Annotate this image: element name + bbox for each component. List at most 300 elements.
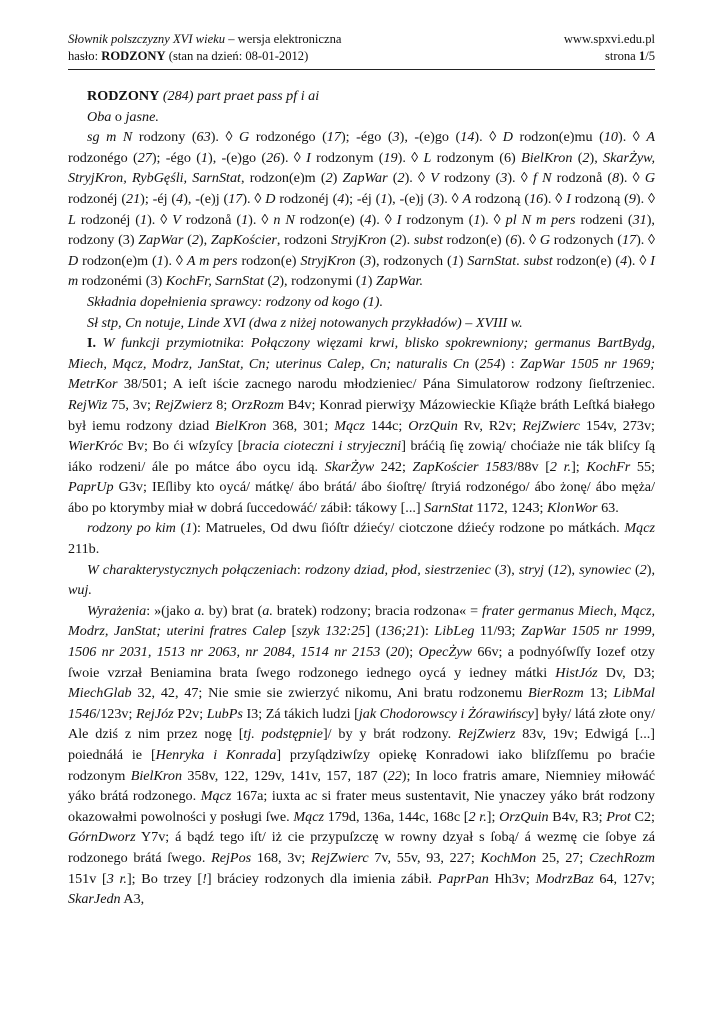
text-run: ]; Bo trzey [ (126, 870, 203, 887)
text-run: rodzonå ( (551, 170, 613, 187)
text-run: ( (469, 355, 480, 372)
text-run: rodzon(e) ( (552, 252, 621, 269)
text-run: ). ◊ (147, 211, 173, 228)
text-run: RejZwierz (154, 396, 213, 413)
text-run: 20 (390, 644, 405, 661)
text-run: bracia cioteczni i stryjeczni (242, 438, 402, 455)
text-run: KochFr (586, 458, 631, 475)
text-run: Wyrażenia (87, 602, 147, 619)
text-run: I (566, 190, 571, 207)
text-run: subst (413, 232, 443, 249)
text-run: rodzony dziad, płod, siestrzeniec (304, 561, 491, 578)
source-separator: – (225, 32, 238, 46)
text-run: f N (532, 170, 552, 187)
text-run: 64, 127v; (593, 870, 655, 887)
text-run: 17 (326, 129, 341, 146)
text-run: 3 (432, 190, 440, 207)
text-run: ZapWar (342, 170, 388, 187)
text-run: ); -éj ( (344, 190, 381, 207)
text-run: ). ◊ (617, 129, 647, 146)
text-run: G (539, 232, 551, 249)
text-run: synowiec (579, 561, 631, 578)
text-run: 2 (582, 149, 590, 166)
text-run: 1 (156, 252, 164, 269)
header-row-1 (68, 31, 655, 48)
text-run: Połączony więzami krwi, blisko spokrewniony; germanus BartBydg, Miech, Mącz, Modrz, JanStat, Cn; uterinus Calep, Cn; naturalis Cn (68, 335, 656, 372)
text-run: ), rodzonymi ( (279, 273, 361, 290)
text-run: Rv, R2v; (457, 417, 523, 434)
text-run: ZapWar 1505 nr 1999, 1506 nr 2031, 1513 nr 2063, nr 2084, 1514 nr 2153 (68, 623, 656, 661)
text-run: KlonWor (547, 499, 598, 516)
text-run: 2 r. (468, 808, 487, 825)
sources-note (68, 313, 655, 334)
text-run: rodzony ( (438, 170, 501, 187)
text-run: V (430, 170, 439, 187)
text-run: 4 (337, 190, 345, 207)
text-run: 19 (383, 149, 398, 166)
text-run: 3 (392, 129, 400, 146)
text-run: 4 (176, 190, 184, 207)
text-run: RejZwierc (522, 417, 580, 434)
text-run: bratek) rodzony; bracia rodzona« = (272, 602, 483, 619)
text-run: I (396, 211, 402, 228)
text-run: rodzony po kim (87, 520, 176, 537)
text-run: ( (543, 561, 553, 578)
text-run: C2; (630, 808, 655, 825)
text-run: SkarJedn (68, 891, 121, 908)
text-run: Składnia dopełnienia sprawcy: rodzony od kogo (1). (87, 293, 383, 310)
text-run: Mącz (624, 520, 655, 537)
text-run: 1 (185, 520, 193, 537)
text-run: RejZwierz (458, 726, 516, 743)
text-run: ), (506, 561, 519, 578)
text-run: Oba (87, 108, 112, 125)
text-run: 1 (241, 211, 249, 228)
header-divider (68, 69, 655, 70)
text-run: 75, 3v; (107, 396, 155, 413)
text-run: rodzon(e)mu ( (512, 129, 604, 146)
text-run: : (240, 335, 251, 352)
text-run: 1 (451, 252, 459, 269)
text-run: ] ( (365, 623, 381, 640)
text-run: HistJóz (555, 664, 598, 681)
text-run: 368, 301; (266, 417, 335, 434)
text-run: 2 r. (549, 458, 572, 475)
text-run: SkarŻyw (324, 458, 375, 475)
text-run: G3v; IEſliby kto oycá/ mátkę/ ábo brátá/ ábo śioſtrę/ ſtryiá rodzonégo/ ábo żonę/ ábo męża/ ábo po ktorymby miał w dobrá ſuccedowáć/ zábił: tákowy [...] (68, 479, 655, 516)
text-run: tj. podstępnie (243, 726, 323, 743)
text-run: ); -égo ( (151, 149, 201, 166)
collocations-paragraph (68, 560, 655, 601)
text-run: 83v, 19v; Edwigá [...] poiednáłá ie [ (68, 726, 655, 763)
header-row-2 (68, 48, 655, 65)
text-run: rodzon(e)m ( (78, 252, 157, 269)
text-run: ), -(e)j ( (387, 190, 433, 207)
text-run: sg m N (87, 129, 133, 146)
text-run: 211b. (68, 541, 100, 558)
text-run: 358v, 122, 129v, 141v, 157, 187 ( (182, 767, 388, 784)
text-run: I. (87, 335, 97, 352)
text-run: : »(jako (146, 602, 195, 619)
text-run: 1 (380, 190, 388, 207)
text-run: BielKron (215, 417, 267, 434)
text-run: a. (194, 602, 205, 619)
text-run: RejWiz (68, 396, 108, 413)
text-run: Hh3v; (488, 870, 536, 887)
text-run: 21 (126, 190, 141, 207)
text-run: PaprPan (437, 870, 489, 887)
text-run: rodzonéj ( (75, 211, 140, 228)
text-run: B4v; Konrad pierwiʒy Mázowieckie Kſiąże bráth Leſtká białego był iemu rodzony dziad (68, 396, 655, 434)
text-run: 1172, 1243; (472, 499, 547, 516)
entry-word: RODZONY (101, 49, 166, 63)
entry-headword-line (68, 86, 655, 107)
text-run: ), (566, 561, 580, 578)
text-run: Y7v; á bądź tego iſt/ iż cie przypuſzczę w rowny dzyał s ſobą/ á wezmę cie ſobye zá rodzonego brátá ſwego. (68, 829, 655, 866)
text-run: 9 (628, 190, 636, 207)
text-run: rodzonégo ( (249, 129, 327, 146)
text-run: rodzony ( (132, 129, 197, 146)
source-line (68, 31, 341, 48)
source-title: Słownik polszczyzny XVI wieku (68, 32, 226, 46)
text-run: LibLeg (434, 623, 475, 640)
text-run: rodzeni ( (575, 211, 633, 228)
text-run: 2 (639, 561, 647, 578)
text-run: ZapKościer (210, 232, 277, 249)
text-run: 2 (394, 232, 402, 249)
text-run: o (111, 108, 126, 125)
text-run: I3; Zá tákich ludzi [ (242, 705, 359, 722)
text-run: 3 (499, 561, 507, 578)
text-run: ]; (571, 458, 587, 475)
text-run: ). ◊ (163, 252, 187, 269)
text-run: Mącz (334, 417, 365, 434)
text-run: 242; (374, 458, 413, 475)
text-run: ( (572, 149, 583, 166)
text-run: rodzonégo ( (68, 149, 138, 166)
text-run: subst (523, 252, 553, 269)
text-run: rodzoną ( (471, 190, 530, 207)
text-run: ). ◊ (635, 190, 655, 207)
text-run: KochMon (480, 849, 537, 866)
text-run: (284) part praet pass pf i ai (159, 88, 320, 104)
text-run: szyk 132:25 (296, 623, 366, 640)
text-run: rodzonym ( (401, 211, 474, 228)
text-run: ( (355, 252, 365, 269)
text-run: ( (386, 232, 395, 249)
text-run: pl N m pers (505, 211, 576, 228)
text-run: rodzoną ( (570, 190, 629, 207)
text-run: 16 (529, 190, 544, 207)
text-run: 6 (510, 232, 518, 249)
text-run: 154v, 273v; (579, 417, 655, 434)
inflection-paragraph (68, 127, 655, 292)
text-run: 3 (364, 252, 372, 269)
text-run: [ (286, 623, 297, 640)
text-run: rodzonémi (3) (78, 273, 166, 290)
text-run: 1 (200, 149, 208, 166)
text-run: ). ◊ (397, 149, 424, 166)
text-run: n N (273, 211, 295, 228)
text-run: , rodzoni (276, 232, 332, 249)
text-run: G (239, 129, 250, 146)
text-run: 26 (266, 149, 281, 166)
syntax-note (68, 292, 655, 313)
text-run: ), (198, 232, 211, 249)
text-run: BielKron (521, 149, 573, 166)
text-run: A (646, 129, 655, 146)
text-run: 179d, 136a, 144c, 168c [ (324, 808, 469, 825)
text-run: Henryka i Konrada (155, 747, 277, 763)
text-run: rodzonym ( (310, 149, 384, 166)
text-run: rodzonéj ( (68, 190, 127, 207)
text-run: ZapKościer 1583 (412, 458, 514, 475)
text-run: 168, 3v; (251, 849, 312, 866)
text-run: ). ◊ (480, 211, 506, 228)
text-run: 8; (212, 396, 232, 413)
text-run: ] bráciey rodzonych dla imienia zábił. (206, 870, 438, 887)
text-run: KochFr, SarnStat (165, 273, 265, 290)
text-run: 4 (620, 252, 628, 269)
text-run: , rodzon(e)m ( (240, 170, 326, 187)
text-run: 7v, 55v, 93, 227; (368, 849, 481, 866)
text-run: rodzon(e) ( (294, 211, 365, 228)
text-run: ). ◊ (507, 170, 533, 187)
text-run: 144c; (364, 417, 409, 434)
text-run: 10 (603, 129, 618, 146)
text-run: ) (367, 273, 376, 290)
text-run: P2v; (173, 705, 207, 722)
text-run: 31 (632, 211, 647, 228)
text-run: 63 (196, 129, 211, 146)
text-run: 2 (397, 170, 405, 187)
text-run: ZapWar (138, 232, 184, 249)
text-run: OrzQuin (408, 417, 458, 434)
text-run: ( (490, 561, 500, 578)
text-run: A m pers (186, 252, 238, 269)
text-run: W funkcji przymiotnika (96, 335, 241, 352)
text-run: StryjKron (300, 252, 356, 269)
text-run: /88v [ (513, 458, 550, 475)
text-run: 1 (360, 273, 368, 290)
text-run: RejPos (211, 849, 252, 866)
text-run: ), rodzonych ( (371, 252, 452, 269)
text-run: 151v [ (68, 870, 107, 887)
text-run: ), (589, 149, 604, 166)
text-run: rodzon(e) (237, 252, 301, 269)
text-run: PaprUp (68, 479, 114, 496)
text-run: ]; (486, 808, 500, 825)
text-run: frater germanus Miech, Mącz, Modrz, JanStat; uterini fratres Calep (68, 602, 656, 640)
text-run: 4 (364, 211, 372, 228)
text-run: 2 (191, 232, 199, 249)
text-run: MiechGlab (68, 685, 132, 702)
text-run: stryj (518, 561, 544, 578)
text-run: ), rodzony (3) (68, 211, 655, 249)
page-current: 1 (638, 49, 646, 63)
text-run: ModrzBaz (535, 870, 594, 887)
text-run: W charakterystycznych połączeniach (87, 561, 297, 578)
text-run: ]/ by y brát rodzony. (322, 726, 459, 743)
text-run: ZapWar. (375, 273, 423, 290)
text-run: RejZwierc (311, 849, 369, 866)
text-run: ( (630, 561, 640, 578)
text-run: ). ◊ (210, 129, 240, 146)
text-run: ), (646, 561, 655, 578)
source-version: wersja elektroniczna (237, 32, 342, 46)
entry-body (68, 86, 655, 910)
text-run: rodzonå ( (180, 211, 242, 228)
text-run: ). ◊ (242, 190, 266, 207)
text-run: ); In loco fratris amare, Niemniey miłowáć yáko brátá rodzonego. (68, 767, 656, 805)
text-run: StryjKron (331, 232, 387, 249)
text-run: wuj. (68, 582, 92, 599)
text-run: Dv, D3; (597, 664, 655, 681)
text-run: V (172, 211, 181, 228)
text-run: I m (68, 252, 655, 290)
text-run: 32, 42, 47; Nie smie sie zwierzyć nikomu, Ani bratu rodzonemu (131, 685, 528, 702)
text-run: LibMal 1546 (68, 685, 655, 722)
text-run: rodzonych ( (550, 232, 622, 249)
text-run: ] przyſądziwſzy opiekę Konradowi iako bliſzſſemu po braćie rodzonym (68, 747, 655, 784)
text-run: 8 (612, 170, 620, 187)
text-run: 2 (325, 170, 333, 187)
text-run: ) (332, 170, 343, 187)
text-run: A3, (120, 891, 145, 908)
text-run: 14 (460, 129, 475, 146)
text-run: Prot (606, 808, 631, 825)
rodzony-po-kim-paragraph (68, 518, 655, 559)
text-run: Mącz (200, 788, 232, 805)
text-run: ), -(e)go ( (399, 129, 461, 146)
text-run: A (462, 190, 472, 207)
text-run: ZapWar 1505 nr 1969; MetrKor (68, 355, 655, 393)
text-run: 3 r. (106, 870, 127, 887)
text-run: 167a; iuxta ac si frater meus sustentavit, Nie ynaczey yáko brát rodzony okazowałmi powolności y posługi ſwe. (68, 788, 655, 825)
text-run: 25, 27; (536, 849, 590, 866)
text-run: I (306, 149, 311, 166)
text-run: B4v, R3; (548, 808, 607, 825)
text-run: rodzonym (6) (431, 149, 522, 166)
text-run: ] były/ látá złote ony/ Ale dziś z nim przez nogę [ (68, 705, 655, 743)
text-run: ( (175, 520, 186, 537)
text-run: 2 (272, 273, 280, 290)
text-run: ! (202, 870, 207, 887)
text-run: LubPs (206, 705, 243, 722)
text-run: /123v; (96, 705, 136, 722)
text-run: ) : (500, 355, 520, 372)
text-run: Bv; Bo ći wſzyſcy [ (123, 438, 243, 455)
text-run: ), -(e)j ( (183, 190, 229, 207)
text-run: ( (380, 644, 391, 661)
text-run: ] bráćią ſię zowią/ choćiaże nie ták bliſcy ſą iáko rodzeni/ ále po mátce ábo oycu idą. (68, 438, 655, 475)
text-run: ); -éj ( (140, 190, 177, 207)
text-run: 1 (473, 211, 481, 228)
text-run: 11/93; (474, 623, 521, 640)
text-run: ). ◊ (280, 149, 307, 166)
text-run: ) (458, 252, 468, 269)
text-run: . (516, 252, 524, 269)
website-link[interactable]: www.spxvi.edu.pl (563, 32, 655, 46)
entry-date: (stan na dzień: 08-01-2012) (165, 49, 309, 63)
text-run: ). ◊ (404, 170, 431, 187)
page-number (605, 48, 655, 65)
text-run: D (68, 252, 79, 269)
text-run: 27 (137, 149, 152, 166)
text-run: jasne. (125, 108, 159, 125)
text-run: ); (404, 644, 419, 661)
text-run: ( (183, 232, 192, 249)
text-run: 38/501; A ieſt iście zacnego narodu młodzieniec/ Pána Simulatorow rodzony ſieſtrzeniec. (117, 376, 655, 393)
text-run: ). ◊ (248, 211, 274, 228)
text-run: SarnStat (467, 252, 517, 269)
text-run: a. (262, 602, 273, 619)
text-run: ): Matrueles, Od dwu ſióſtr dźiećy/ ciotczone dźiećy rodzone po mátkách. (192, 520, 625, 537)
text-run: ): (420, 623, 435, 640)
text-run: 55; (630, 458, 655, 475)
text-run: ). ◊ (636, 232, 656, 249)
page-header (68, 31, 655, 65)
text-run: G (644, 170, 656, 187)
text-run: 254 (479, 355, 501, 372)
text-run: 63. (597, 499, 619, 516)
page-total: /5 (645, 49, 655, 63)
text-run: RODZONY (87, 88, 160, 104)
text-run: ). ◊ (543, 190, 567, 207)
text-run: ). (401, 232, 414, 249)
text-run: BierRozm (527, 685, 584, 702)
text-run: 3 (500, 170, 508, 187)
text-run: 1 (140, 211, 148, 228)
text-run: ). ◊ (517, 232, 540, 249)
text-run: ( (264, 273, 273, 290)
text-run: OpecŻyw (418, 644, 472, 661)
etymology-line (68, 107, 655, 128)
text-run: D (265, 190, 276, 207)
text-run: GórnDworz (68, 829, 136, 846)
text-run: D (502, 129, 513, 146)
text-run: L (68, 211, 76, 228)
text-run: L (423, 149, 432, 166)
text-run: ), -(e)go ( (208, 149, 267, 166)
text-run: 17 (621, 232, 637, 249)
text-run: 12 (552, 561, 567, 578)
text-run: ). ◊ (474, 129, 503, 146)
expressions-paragraph (68, 601, 655, 910)
text-run: OrzQuin (499, 808, 549, 825)
text-run: WierKróc (68, 438, 123, 455)
meaning-one-paragraph (68, 333, 655, 518)
text-run: OrzRozm (231, 396, 284, 413)
text-run: RejJóz (135, 705, 174, 722)
text-run: BielKron (130, 767, 183, 784)
text-run: ). ◊ (619, 170, 645, 187)
text-run: ( (387, 170, 398, 187)
entry-label: hasło: (68, 49, 102, 63)
text-run: 22 (387, 767, 402, 784)
text-run: 17 (228, 190, 243, 207)
text-run: rodzon(e) ( (442, 232, 511, 249)
text-run: ); -égo ( (340, 129, 393, 146)
text-run: ). ◊ (371, 211, 397, 228)
text-run: ). ◊ (439, 190, 463, 207)
text-run: ). ◊ (627, 252, 651, 269)
text-run: SkarŻyw, StryjKron, RybGęśli, SarnStat (68, 149, 656, 187)
text-run: : (296, 561, 305, 578)
text-run: 66v; a podnyóſwſſy Iozef otzy ſwoie vzrzał Beniamina brata ſwego rodzonego iednego oycá y iedney mátki (68, 644, 655, 681)
text-run: 136;21 (380, 623, 421, 640)
text-run: by) brat ( (204, 602, 263, 619)
